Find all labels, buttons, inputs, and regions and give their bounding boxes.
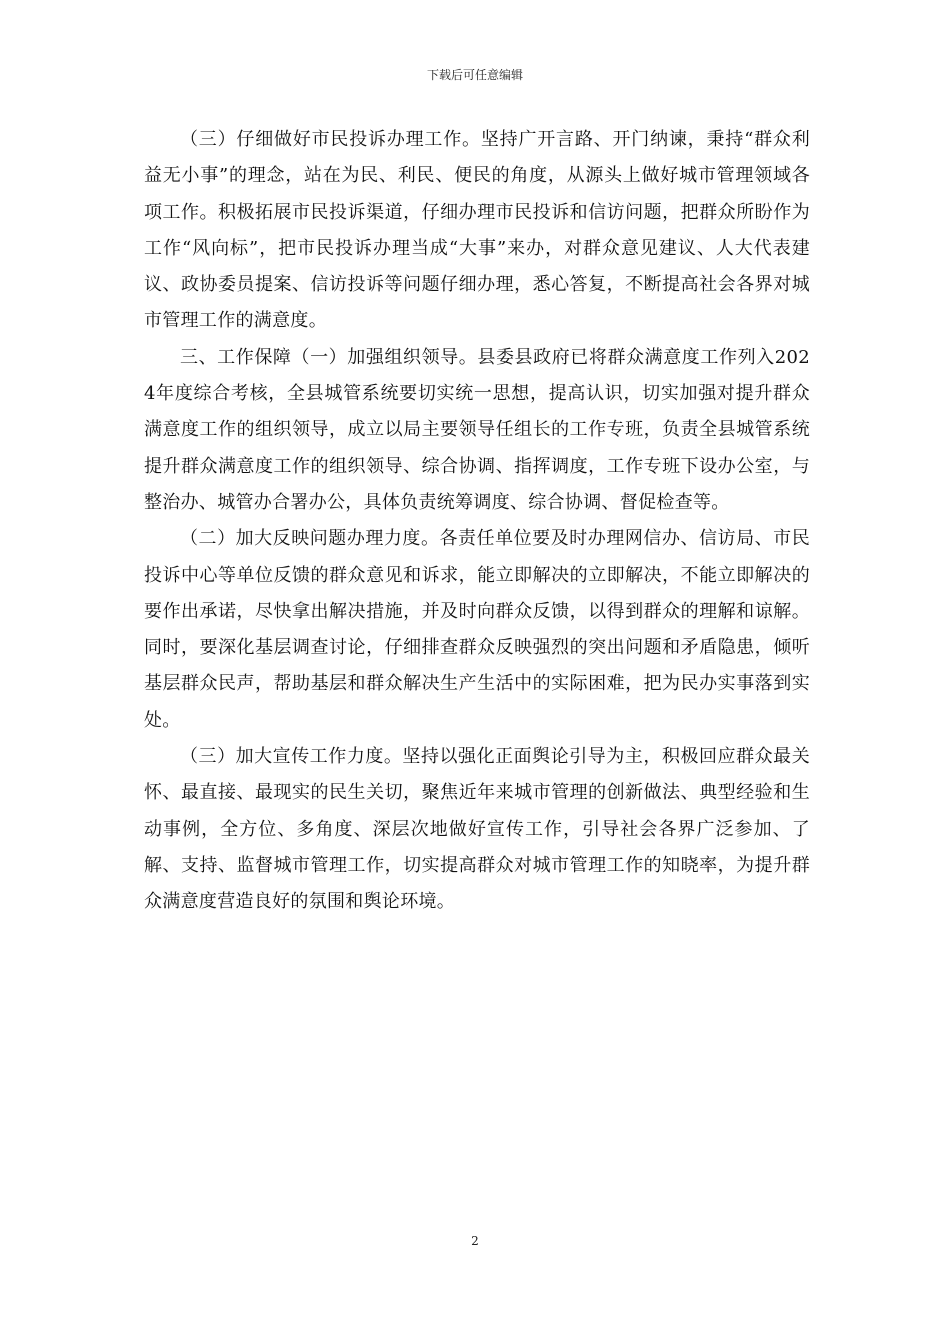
paragraph-4: （三）加大宣传工作力度。坚持以强化正面舆论引导为主，积极回应群众最关怀、最直接、最现实的民生关切，聚焦近年来城市管理的创新做法、典型经验和生动事例，全方位、多角度、深层次地做好宣传工作，引导社会各界广泛参加、了解、支持、监督城市管理工作，切实提高群众对城市管理工作的知晓率，为提升群众满意度营造良好的氛围和舆论环境。 — [144, 746, 810, 913]
paragraph-2: 三、工作保障（一）加强组织领导。县委县政府已将群众满意度工作列入2024年度综合考核，全县城管系统要切实统一思想，提高认识，切实加强对提升群众满意度工作的组织领导，成立以局主要领导任组长的工作专班，负责全县城管系统提升群众满意度工作的组织领导、综合协调、指挥调度，工作专班下设办公室，与整治办、城管办合署办公，具体负责统筹调度、综合协调、督促检查等。 — [144, 346, 810, 513]
paragraph-3: （二）加大反映问题办理力度。各责任单位要及时办理网信办、信访局、市民投诉中心等单位反馈的群众意见和诉求，能立即解决的立即解决，不能立即解决的要作出承诺，尽快拿出解决措施，并及时向群众反馈，以得到群众的理解和谅解。同时，要深化基层调查讨论，仔细排查群众反映强烈的突出问题和矛盾隐患，倾听基层群众民声，帮助基层和群众解决生产生活中的实际困难，把为民办实事落到实处。 — [144, 528, 810, 731]
paragraph-1: （三）仔细做好市民投诉办理工作。坚持广开言路、开门纳谏，秉持“群众利益无小事”的理念，站在为民、利民、便民的角度，从源头上做好城市管理领域各项工作。积极拓展市民投诉渠道，仔细办理市民投诉和信访问题，把群众所盼作为工作“风向标”，把市民投诉办理当成“大事”来办，对群众意见建议、人大代表建议、政协委员提案、信访投诉等问题仔细办理，悉心答复，不断提高社会各界对城市管理工作的满意度。 — [144, 129, 810, 332]
page-number: 2 — [471, 1234, 479, 1248]
document-body — [144, 122, 810, 921]
page-header: 下载后可任意编辑 — [426, 68, 523, 82]
